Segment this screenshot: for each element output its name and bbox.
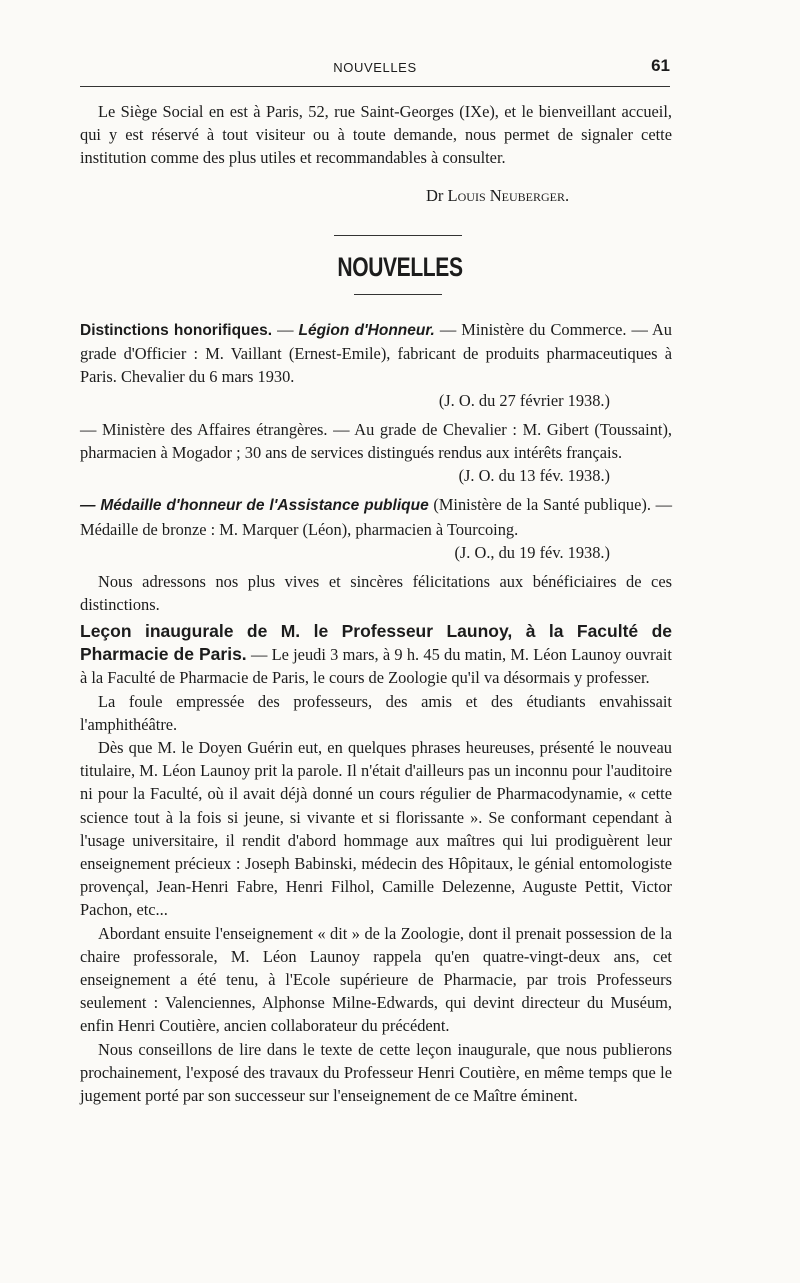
lecture-heading: Leçon inaugurale de M. le Professeur Launoy, à la Faculté de Pharmacie de Paris. [80, 621, 672, 665]
lecture-paragraph-3: Dès que M. le Doyen Guérin eut, en quelques phrases heureuses, présenté le nouveau titulaire, M. Léon Launoy prit la parole. Il n'était d'ailleurs pas un inconnu pour l'auditoire ni pour la Faculté, où il avait déjà donné un cours régulier de Pharmacodynamie, « cette science tout à la fois si jeune, si vivante et si florissante ». Se conformant cependant à l'usage universitaire, il rendit d'abord hommage aux maîtres qui lui prodiguèrent leur enseignement précieux : Joseph Babinski, médecin des Hôpitaux, le génial entomologiste provençal, Jean-Henri Fabre, Henri Filhol, Camille Delezenne, Auguste Pettit, Victor Pachon, etc... [80, 738, 672, 920]
news-item-3-cite: (J. O., du 19 fév. 1938.) [454, 542, 610, 562]
signature-prefix: Dr [426, 186, 444, 205]
running-title: NOUVELLES [333, 60, 417, 75]
header-rule [80, 86, 670, 87]
page-number: 61 [651, 56, 670, 75]
news-block [80, 318, 672, 616]
lecture-paragraph-2: La foule empressée des professeurs, des amis et des étudiants envahissait l'amphithéâtre. [80, 691, 672, 734]
intro-paragraph: Le Siège Social en est à Paris, 52, rue Saint-Georges (IXe), et le bienveillant accueil, qui y est réservé à tout visiteur ou à toute demande, nous permet de signaler cette institution comme des plus utiles et recommandables à consulter. [80, 102, 672, 168]
section-rule-top [334, 235, 462, 236]
news-item-2 [80, 418, 672, 488]
lecture-paragraph-5: Nous conseillons de lire dans le texte de cette leçon inaugurale, que nous publierons prochainement, l'exposé des travaux du Professeur Henri Coutière, en même temps que le jugement porté par son successeur sur l'enseignement de ce Maître éminent. [80, 1039, 672, 1106]
lecture-paragraph-4: Abordant ensuite l'enseignement « dit » de la Zoologie, dont il prenait possession de la chaire professorale, M. Léon Launoy rappela qu'en quatre-vingt-deux ans, cet enseignement a été tenu, à l'Ecole supérieure de Pharmacie, par trois Professeurs seulement : Valenciennes, Alphonse Milne-Edwards, qui devint directeur du Muséum, enfin Henri Coutière, ancien collaborateur du précédent. [80, 923, 672, 1036]
news-item-1-subheading: Légion d'Honneur. [298, 322, 435, 339]
lecture-block [80, 620, 672, 1107]
section-rule-bottom [354, 294, 442, 295]
news-item-3 [80, 493, 672, 564]
news-item-1-cite: (J. O. du 27 février 1938.) [438, 390, 610, 410]
lecture-p1: — Le jeudi 3 mars, à 9 h. 45 du matin, M. Léon Launoy ouvrait à la Faculté de Pharmacie de Paris, le cours de Zoologie qu'il va désormais y professer. [80, 645, 672, 688]
news-item-1: Distinctions honorifiques. — Légion d'Honneur. — Ministère du Commerce. — Au grade d'Officier : M. Vaillant (Ernest-Emile), fabricant de produits pharmaceutiques à Paris. Chevalier du 6 mars 1930. (J. O. du 27 février 1938.) [80, 318, 672, 412]
news-item-3-heading: — Médaille d'honneur de l'Assistance publique [80, 497, 429, 515]
signature [426, 186, 569, 206]
page-header [80, 56, 670, 82]
news-item-1-heading: Distinctions honorifiques. [80, 322, 273, 339]
section-title: NOUVELLES [337, 252, 463, 282]
intro-block [80, 100, 672, 170]
signature-name: Louis Neuberger. [447, 186, 570, 205]
news-item-2-body: — Ministère des Affaires étrangères. — Au grade de Chevalier : M. Gibert (Toussaint), pharmacien à Mogador ; 30 ans de services distingués rendus aux intérêts français. [80, 419, 672, 463]
news-item-2-cite: (J. O. du 13 fév. 1938.) [458, 466, 610, 486]
news-item-1-body: Ministère du Commerce. — Au grade d'Officier : M. Vaillant (Ernest-Emile), fabricant de produits pharmaceutiques à Paris. Chevalier du 6 mars 1930. [80, 320, 673, 387]
news-closing: Nous adressons nos plus vives et sincères félicitations aux bénéficiaires de ces distinctions. [80, 572, 672, 615]
news-item-3-body: (Ministère de la Santé publique). — Médaille de bronze : M. Marquer (Léon), pharmacien à Tourcoing. [80, 495, 672, 539]
lecture-paragraph-1 [80, 620, 672, 690]
